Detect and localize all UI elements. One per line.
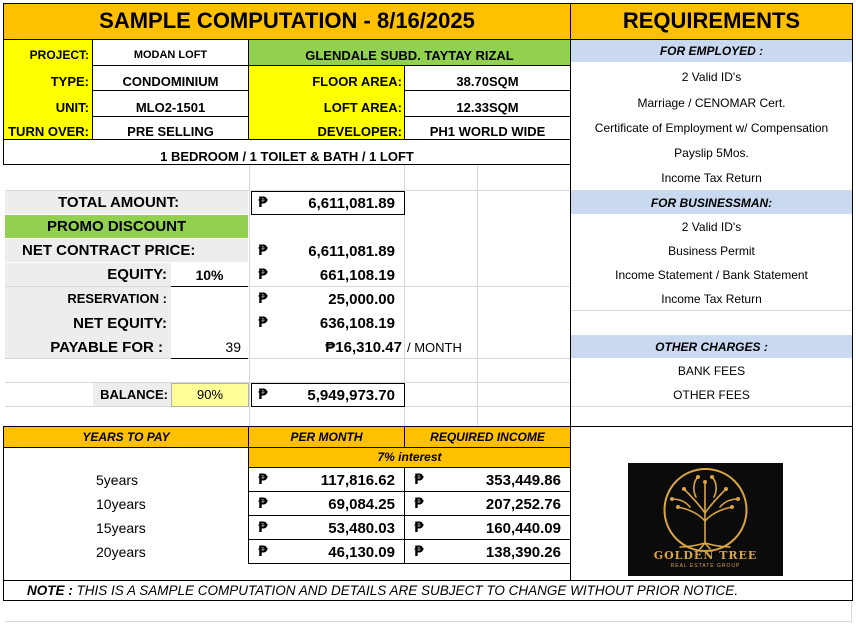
peso-sign: ₱: [258, 243, 268, 259]
per-month-suffix: / MONTH: [407, 340, 462, 355]
charges-header: OTHER CHARGES :: [655, 340, 768, 354]
interest-note: 7% interest: [377, 450, 442, 464]
cell-divider: [404, 515, 405, 540]
unit-label: UNIT:: [55, 100, 89, 115]
cell-divider: [404, 467, 405, 492]
total-amount-label: TOTAL AMOUNT:: [58, 194, 180, 211]
requirement-item: Payslip 5Mos.: [674, 146, 749, 160]
grid-line: [249, 164, 250, 426]
peso-sign: ₱: [258, 267, 268, 283]
payable-months: 39: [225, 339, 241, 355]
loft-area-value: 12.33SQM: [456, 100, 519, 115]
monthly-amortization: ₱16,310.47: [325, 339, 402, 356]
peso-sign: ₱: [258, 472, 268, 488]
ncp-value: 6,611,081.89: [308, 243, 395, 260]
loft-area-label: LOFT AREA:: [323, 100, 402, 115]
promo-discount-label: PROMO DISCOUNT: [47, 218, 187, 235]
years-term: 10years: [96, 496, 146, 512]
equity-pct: 10%: [195, 267, 224, 283]
peso-sign: ₱: [414, 520, 424, 536]
peso-sign: ₱: [414, 472, 424, 488]
peso-sign: ₱: [258, 387, 268, 403]
charge-item: BANK FEES: [677, 364, 746, 378]
income-value: 353,449.86: [485, 472, 561, 489]
income-header: REQUIRED INCOME: [430, 430, 545, 444]
balance-label: BALANCE:: [100, 387, 168, 402]
logo-tagline: REAL ESTATE GROUP: [670, 563, 741, 569]
requirement-item: 2 Valid ID's: [681, 70, 742, 84]
balance-value: 5,949,973.70: [307, 387, 395, 404]
floor-area-label: FLOOR AREA:: [312, 74, 402, 89]
requirement-item: Income Statement / Bank Statement: [615, 268, 808, 282]
employed-header: FOR EMPLOYED :: [659, 44, 764, 58]
grid-line: [851, 600, 852, 622]
income-value: 207,252.76: [485, 496, 561, 513]
per-month-value: 117,816.62: [320, 472, 395, 489]
cell-divider: [404, 491, 405, 516]
requirement-item: Business Permit: [668, 244, 755, 258]
peso-sign: ₱: [414, 496, 424, 512]
note-text: THIS IS A SAMPLE COMPUTATION AND DETAILS ARE SUBJECT TO CHANGE WITHOUT PRIOR NOTICE.: [72, 583, 739, 598]
reservation-label: RESERVATION :: [67, 291, 167, 306]
unit-description: 1 BEDROOM / 1 TOILET & BATH / 1 LOFT: [160, 149, 414, 164]
turnover-label: TURN OVER:: [8, 124, 89, 139]
reservation-value: 25,000.00: [328, 291, 395, 308]
net-equity-label: NET EQUITY:: [73, 315, 167, 332]
income-value: 138,390.26: [485, 544, 561, 561]
note-label: NOTE :: [27, 583, 73, 598]
requirement-item: Income Tax Return: [661, 292, 762, 306]
years-term: 5years: [96, 472, 139, 488]
location: GLENDALE SUBD. TAYTAY RIZAL: [305, 48, 514, 63]
logo-name: GOLDEN TREE: [653, 549, 758, 562]
peso-sign: ₱: [258, 520, 268, 536]
ncp-label: NET CONTRACT PRICE:: [22, 242, 196, 259]
requirements-title: REQUIREMENTS: [622, 8, 801, 33]
business-header: FOR BUSINESSMAN:: [650, 196, 773, 210]
per-month-value: 69,084.25: [328, 496, 395, 513]
equity-value: 661,108.19: [319, 267, 395, 284]
unit-value: MLO2-1501: [135, 100, 206, 115]
peso-sign: ₱: [258, 315, 268, 331]
project-value: MODAN LOFT: [133, 49, 208, 61]
requirement-item: 2 Valid ID's: [681, 220, 742, 234]
per-month-header: PER MONTH: [290, 430, 363, 444]
requirement-item: Marriage / CENOMAR Cert.: [637, 96, 786, 110]
net-equity-value: 636,108.19: [319, 315, 395, 332]
developer-label: DEVELOPER:: [317, 124, 402, 139]
income-value: 160,440.09: [485, 520, 561, 537]
requirement-item: Income Tax Return: [661, 171, 762, 185]
payable-label: PAYABLE FOR :: [50, 339, 163, 356]
project-label: PROJECT:: [29, 48, 89, 62]
grid-line: [5, 358, 570, 359]
turnover-value: PRE SELLING: [127, 124, 214, 139]
peso-sign: ₱: [258, 544, 268, 560]
cell-divider: [404, 539, 405, 564]
peso-sign: ₱: [258, 496, 268, 512]
years-header: YEARS TO PAY: [82, 430, 170, 444]
requirement-item: Certificate of Employment w/ Compensation: [594, 121, 829, 135]
golden-tree-logo: [628, 463, 783, 576]
grid-line: [5, 621, 852, 622]
floor-area-value: 38.70SQM: [456, 74, 519, 89]
type-value: CONDOMINIUM: [122, 74, 219, 89]
developer-value: PH1 WORLD WIDE: [429, 124, 546, 139]
type-label: TYPE:: [50, 74, 89, 89]
page-title: SAMPLE COMPUTATION - 8/16/2025: [99, 8, 475, 33]
balance-pct: 90%: [196, 387, 224, 402]
requirements-divider: [571, 426, 852, 427]
total-amount-value: 6,611,081.89: [308, 195, 395, 212]
peso-sign: ₱: [258, 291, 268, 307]
years-term: 15years: [96, 520, 146, 536]
peso-sign: ₱: [258, 195, 268, 211]
per-month-value: 46,130.09: [328, 544, 395, 561]
years-term: 20years: [96, 544, 146, 560]
per-month-value: 53,480.03: [328, 520, 395, 537]
charge-item: OTHER FEES: [673, 388, 750, 402]
grid-line: [477, 164, 478, 426]
equity-label: EQUITY:: [107, 266, 167, 283]
peso-sign: ₱: [414, 544, 424, 560]
disclaimer-note: [27, 583, 738, 598]
